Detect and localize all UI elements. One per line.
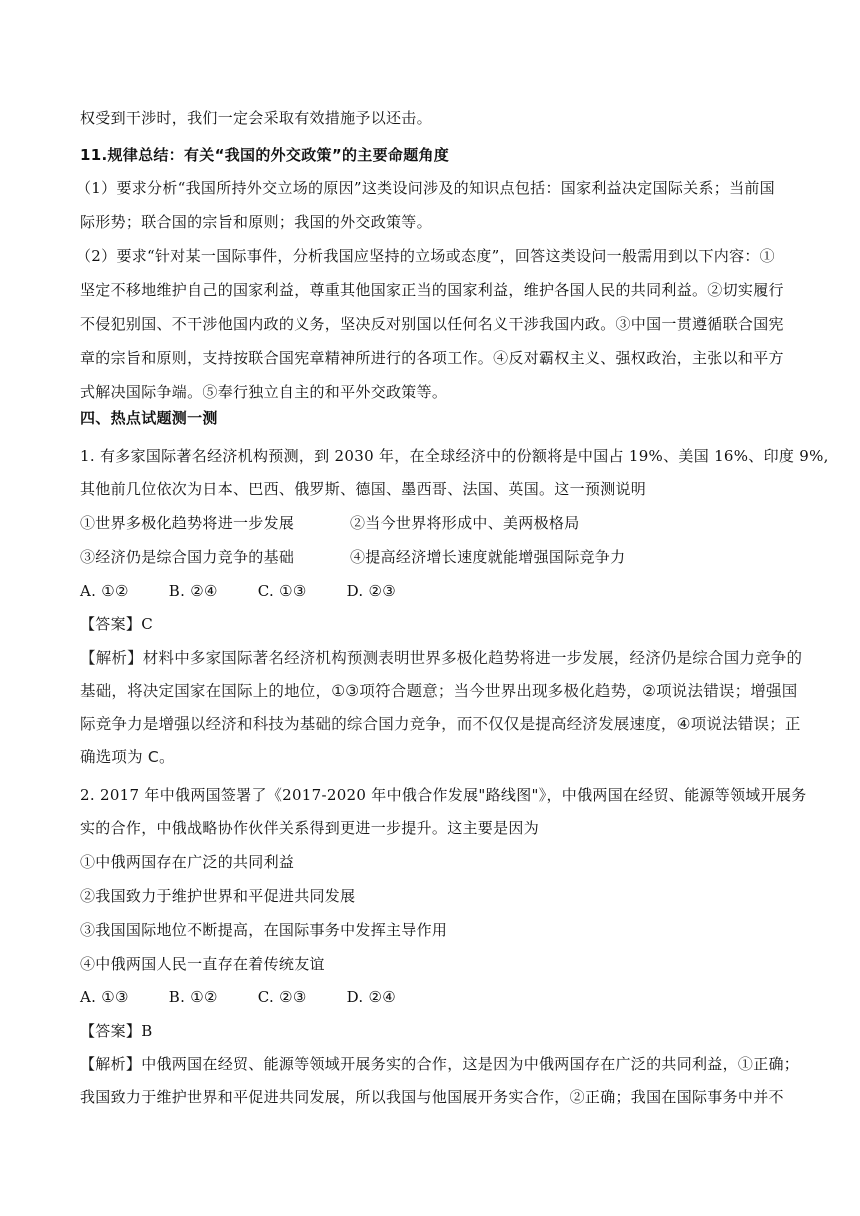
question-1-statement-3: ③经济仍是综合国力竞争的基础 [80,548,295,566]
paragraph-line: 权受到干涉时，我们一定会采取有效措施予以还击。 [80,109,432,127]
question-1-explanation: 【解析】材料中多家国际著名经济机构预测表明世界多极化趋势将进一步发展，经济仍是综合国力竞争的 [80,649,803,667]
question-2-options [80,987,436,1007]
question-2-statement-3: ③我国国际地位不断提高，在国际事务中发挥主导作用 [80,921,448,939]
question-1-explanation: 际竞争力是增强以经济和科技为基础的综合国力竞争，而不仅仅是提高经济发展速度，④项说法错误；正 [80,715,801,733]
option-d: D. ②③ [346,582,397,600]
question-1-options [80,581,436,601]
question-2-explanation: 我国致力于维护世界和平促进共同发展，所以我国与他国展开务实合作，②正确；我国在国际事务中并不 [80,1088,784,1106]
option-b: B. ①② [168,988,218,1006]
question-1-explanation: 基础，将决定国家在国际上的地位，①③项符合题意；当今世界出现多极化趋势，②项说法错误；增强国 [80,682,798,700]
question-2-answer: 【答案】B [80,1022,153,1040]
question-2-statement-2: ②我国致力于维护世界和平促进共同发展 [80,887,356,905]
option-a: A. ①② [80,582,129,600]
paragraph-line: （2）要求“针对某一国际事件，分析我国应坚持的立场或态度”，回答这类设问一般需用到以下内容：① [76,247,775,265]
paragraph-line: 式解决国际争端。⑤奉行独立自主的和平外交政策等。 [80,383,448,401]
question-2-statement-1: ①中俄两国存在广泛的共同利益 [80,853,295,871]
paragraph-line: 不侵犯别国、不干涉他国内政的义务，坚决反对别国以任何名义干涉我国内政。③中国一贯遵循联合国宪 [80,315,784,333]
paragraph-line: 际形势；联合国的宗旨和原则；我国的外交政策等。 [80,213,432,231]
option-c: C. ②③ [257,988,307,1006]
question-1-explanation: 确选项为 C。 [80,748,175,766]
paragraph-line: 章的宗旨和原则，支持按联合国宪章精神所进行的各项工作。④反对霸权主义、强权政治，主张以和平方 [80,349,784,367]
question-1-statement-2: ②当今世界将形成中、美两极格局 [350,514,580,532]
question-1-statement-4: ④提高经济增长速度就能增强国际竞争力 [350,548,626,566]
question-1-stem: 1. 有多家国际著名经济机构预测，到 2030 年，在全球经济中的份额将是中国占 19%、美国 16%、印度 9%, [80,447,829,465]
section-heading: 四、热点试题测一测 [80,409,218,427]
section-heading: 11.规律总结：有关“我国的外交政策”的主要命题角度 [80,146,450,164]
question-1-answer: 【答案】C [80,615,153,633]
paragraph-line: 坚定不移地维护自己的国家利益，尊重其他国家正当的国家利益，维护各国人民的共同利益。②切实履行 [80,281,784,299]
option-c: C. ①③ [257,582,307,600]
option-d: D. ②④ [346,988,397,1006]
question-2-explanation: 【解析】中俄两国在经贸、能源等领域开展务实的合作，这是因为中俄两国存在广泛的共同利益，①正确； [80,1055,800,1073]
question-1-statement-1: ①世界多极化趋势将进一步发展 [80,514,295,532]
question-1-stem: 其他前几位依次为日本、巴西、俄罗斯、德国、墨西哥、法国、英国。这一预测说明 [80,480,647,498]
option-b: B. ②④ [168,582,218,600]
option-a: A. ①③ [80,988,129,1006]
paragraph-line: （1）要求分析“我国所持外交立场的原因”这类设问涉及的知识点包括：国家利益决定国际关系；当前国 [76,179,775,197]
question-2-stem: 实的合作，中俄战略协作伙伴关系得到更进一步提升。这主要是因为 [80,819,540,837]
question-2-statement-4: ④中俄两国人民一直存在着传统友谊 [80,955,325,973]
question-2-stem: 2. 2017 年中俄两国签署了《2017-2020 年中俄合作发展"路线图"》，中俄两国在经贸、能源等领域开展务 [80,786,807,804]
